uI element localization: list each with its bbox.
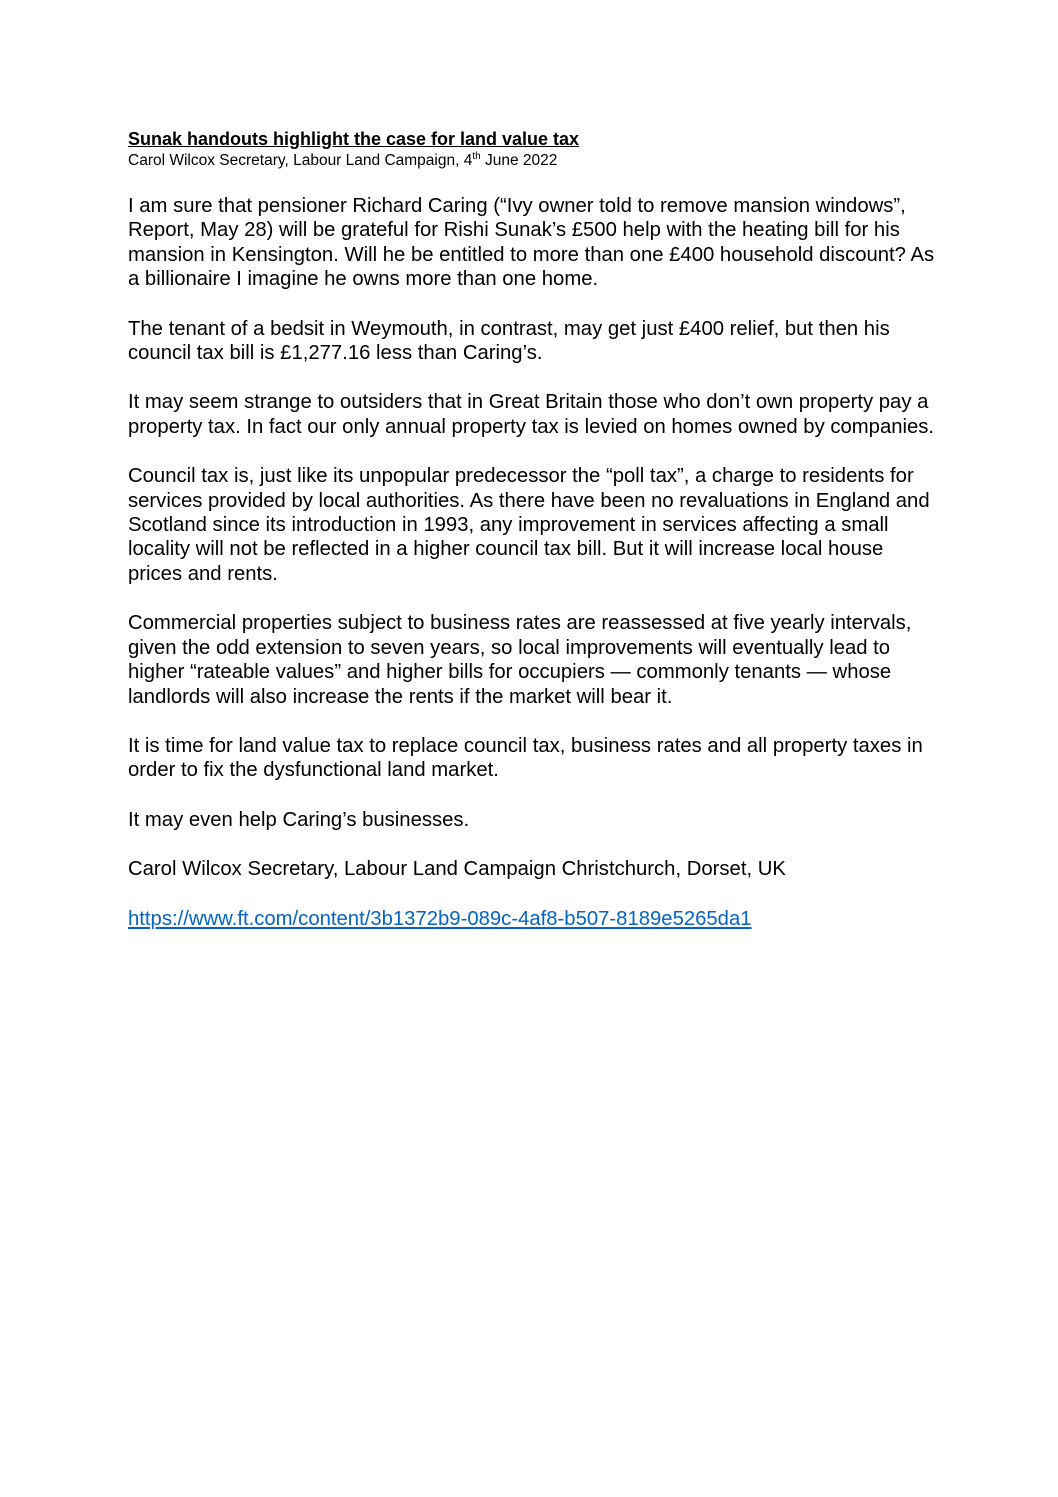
- paragraph-7: It may even help Caring’s businesses.: [128, 808, 470, 831]
- byline-text: Carol Wilcox Secretary, Labour Land Campaign, 4: [128, 152, 473, 169]
- paragraph-1: I am sure that pensioner Richard Caring (“Ivy owner told to remove mansion windows”, Report, May 28) will be grateful for Rishi Sunak’s £500 help with the heating bill for his mansion in Kensington. Will he be entitled to more than one £400 household discount? As a billionaire I imagine he owns more than one home.: [128, 195, 935, 291]
- byline-ordinal-suffix: th: [472, 150, 481, 162]
- byline-date-text: June 2022: [480, 152, 558, 169]
- paragraph-3: It may seem strange to outsiders that in Great Britain those who don’t own property pay a property tax. In fact our only annual property tax is levied on homes owned by companies.: [128, 391, 935, 438]
- paragraph-6: It is time for land value tax to replace council tax, business rates and all property taxes in order to fix the dysfunctional land market.: [128, 734, 923, 782]
- ft-article-link[interactable]: https://www.ft.com/content/3b1372b9-089c-4af8-b507-8189e5265da1: [128, 907, 752, 930]
- letter-content: [128, 128, 938, 931]
- signature-line: Carol Wilcox Secretary, Labour Land Campaign Christchurch, Dorset, UK: [128, 858, 786, 881]
- paragraph-4: Council tax is, just like its unpopular predecessor the “poll tax”, a charge to residents for services provided by local authorities. As there have been no revaluations in England and Scotland since its introduction in 1993, any improvement in services affecting a small locality will not be reflected in a higher council tax bill. But it will increase local house prices and rents.: [128, 465, 930, 585]
- article-title: Sunak handouts highlight the case for land value tax: [128, 129, 580, 149]
- paragraph-2: The tenant of a bedsit in Weymouth, in contrast, may get just £400 relief, but then his council tax bill is £1,277.16 less than Caring’s.: [128, 317, 890, 365]
- paragraph-5: Commercial properties subject to business rates are reassessed at five yearly intervals, given the odd extension to seven years, so local improvements will eventually lead to higher “rateable values” and higher bills for occupiers — commonly tenants — whose landlords will also increase the rents if the market will bear it.: [128, 612, 912, 708]
- article-byline: [128, 152, 938, 170]
